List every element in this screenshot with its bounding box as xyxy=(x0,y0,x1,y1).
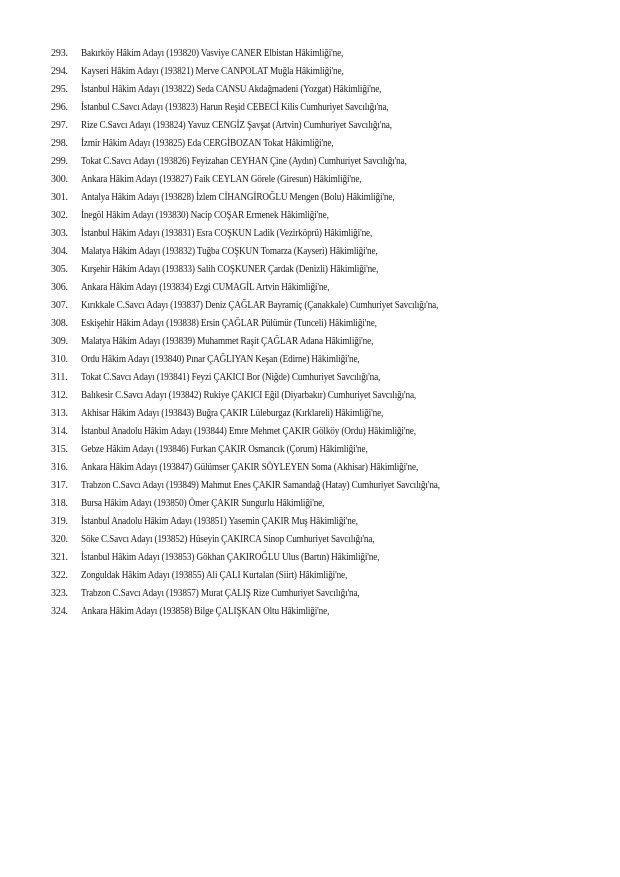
entry-text: İstanbul Hâkim Adayı (193822) Seda CANSU Akdağmadeni (Yozgat) Hâkimliği'ne, xyxy=(81,84,382,95)
entry-number: 312. xyxy=(51,390,68,401)
entry-number: 294. xyxy=(51,66,68,77)
list-item xyxy=(51,63,611,81)
entry-number: 300. xyxy=(51,174,68,185)
list-item xyxy=(51,279,611,297)
entry-text: İstanbul C.Savcı Adayı (193823) Harun Reşid CEBECİ Kilis Cumhuriyet Savcılığı'na, xyxy=(81,102,389,113)
entry-number: 311. xyxy=(51,372,68,383)
list-item xyxy=(51,81,611,99)
entry-text: Ordu Hâkim Adayı (193840) Pınar ÇAĞLIYAN Keşan (Edirne) Hâkimliği'ne, xyxy=(81,354,360,365)
list-item xyxy=(51,207,611,225)
list-item xyxy=(51,603,611,621)
entry-text: Gebze Hâkim Adayı (193846) Furkan ÇAKIR Osmancık (Çorum) Hâkimliği'ne, xyxy=(81,444,368,455)
entry-text: Zonguldak Hâkim Adayı (193855) Ali ÇALI Kurtalan (Siirt) Hâkimliği'ne, xyxy=(81,570,348,581)
list-item xyxy=(51,441,611,459)
entry-text: Trabzon C.Savcı Adayı (193857) Murat ÇALIŞ Rize Cumhuriyet Savcılığı'na, xyxy=(81,588,360,599)
entry-number: 310. xyxy=(51,354,68,365)
list-item xyxy=(51,405,611,423)
list-item xyxy=(51,153,611,171)
appointment-list xyxy=(51,45,611,621)
entry-text: Bursa Hâkim Adayı (193850) Ömer ÇAKIR Sungurlu Hâkimliği'ne, xyxy=(81,498,325,509)
entry-number: 306. xyxy=(51,282,68,293)
entry-text: İzmir Hâkim Adayı (193825) Eda CERGİBOZAN Tokat Hâkimliği'ne, xyxy=(81,138,334,149)
list-item xyxy=(51,423,611,441)
entry-number: 313. xyxy=(51,408,68,419)
entry-number: 320. xyxy=(51,534,68,545)
entry-text: Bakırköy Hâkim Adayı (193820) Vasviye CANER Elbistan Hâkimliği'ne, xyxy=(81,48,344,59)
entry-text: Tokat C.Savcı Adayı (193826) Feyizahan CEYHAN Çine (Aydın) Cumhuriyet Savcılığı'na, xyxy=(81,156,407,167)
entry-text: Kırşehir Hâkim Adayı (193833) Salih COŞKUNER Çardak (Denizli) Hâkimliği'ne, xyxy=(81,264,379,275)
entry-number: 297. xyxy=(51,120,68,131)
entry-text: Antalya Hâkim Adayı (193828) İzlem CİHANGİROĞLU Mengen (Bolu) Hâkimliği'ne, xyxy=(81,192,395,203)
list-item xyxy=(51,225,611,243)
entry-text: Söke C.Savcı Adayı (193852) Hüseyin ÇAKIRCA Sinop Cumhuriyet Savcılığı'na, xyxy=(81,534,375,545)
list-item xyxy=(51,549,611,567)
entry-number: 298. xyxy=(51,138,68,149)
list-item xyxy=(51,243,611,261)
list-item xyxy=(51,513,611,531)
list-item xyxy=(51,351,611,369)
entry-number: 307. xyxy=(51,300,68,311)
entry-text: Ankara Hâkim Adayı (193834) Ezgi CUMAGİL Artvin Hâkimliği'ne, xyxy=(81,282,330,293)
list-item xyxy=(51,477,611,495)
entry-number: 309. xyxy=(51,336,68,347)
entry-number: 318. xyxy=(51,498,68,509)
entry-number: 315. xyxy=(51,444,68,455)
list-item xyxy=(51,459,611,477)
entry-number: 322. xyxy=(51,570,68,581)
list-item xyxy=(51,567,611,585)
list-item xyxy=(51,333,611,351)
entry-number: 308. xyxy=(51,318,68,329)
entry-number: 302. xyxy=(51,210,68,221)
entry-number: 317. xyxy=(51,480,68,491)
entry-text: Ankara Hâkim Adayı (193847) Gülümser ÇAKIR SÖYLEYEN Soma (Akhisar) Hâkimliği'ne, xyxy=(81,462,419,473)
list-item xyxy=(51,387,611,405)
entry-number: 301. xyxy=(51,192,68,203)
list-item xyxy=(51,117,611,135)
list-item xyxy=(51,45,611,63)
list-item xyxy=(51,369,611,387)
entry-number: 295. xyxy=(51,84,68,95)
list-item xyxy=(51,171,611,189)
entry-number: 296. xyxy=(51,102,68,113)
entry-text: İnegöl Hâkim Adayı (193830) Nacip COŞAR Ermenek Hâkimliği'ne, xyxy=(81,210,329,221)
list-item xyxy=(51,99,611,117)
entry-number: 314. xyxy=(51,426,68,437)
list-item xyxy=(51,495,611,513)
entry-number: 323. xyxy=(51,588,68,599)
entry-number: 305. xyxy=(51,264,68,275)
entry-text: İstanbul Hâkim Adayı (193853) Gökhan ÇAKIROĞLU Ulus (Bartın) Hâkimliği'ne, xyxy=(81,552,380,563)
entry-number: 319. xyxy=(51,516,68,527)
entry-text: Ankara Hâkim Adayı (193858) Bilge ÇALIŞKAN Oltu Hâkimliği'ne, xyxy=(81,606,330,617)
list-item xyxy=(51,531,611,549)
entry-text: İstanbul Anadolu Hâkim Adayı (193851) Yasemin ÇAKIR Muş Hâkimliği'ne, xyxy=(81,516,358,527)
list-item xyxy=(51,189,611,207)
entry-number: 324. xyxy=(51,606,68,617)
list-item xyxy=(51,261,611,279)
entry-text: Ankara Hâkim Adayı (193827) Faik CEYLAN Görele (Giresun) Hâkimliği'ne, xyxy=(81,174,362,185)
entry-text: Malatya Hâkim Adayı (193839) Muhammet Raşit ÇAĞLAR Adana Hâkimliği'ne, xyxy=(81,336,374,347)
entry-number: 293. xyxy=(51,48,68,59)
list-item xyxy=(51,297,611,315)
entry-text: Kayseri Hâkim Adayı (193821) Merve CANPOLAT Muğla Hâkimliği'ne, xyxy=(81,66,344,77)
entry-text: Rize C.Savcı Adayı (193824) Yavuz CENGİZ Şavşat (Artvin) Cumhuriyet Savcılığı'na, xyxy=(81,120,392,131)
entry-text: Trabzon C.Savcı Adayı (193849) Mahmut Enes ÇAKIR Samandağ (Hatay) Cumhuriyet Savcılığı'na, xyxy=(81,480,440,491)
entry-number: 299. xyxy=(51,156,68,167)
entry-text: Eskişehir Hâkim Adayı (193838) Ersin ÇAĞLAR Pülümür (Tunceli) Hâkimliği'ne, xyxy=(81,318,377,329)
list-item xyxy=(51,585,611,603)
entry-text: İstanbul Hâkim Adayı (193831) Esra COŞKUN Ladik (Vezirköprü) Hâkimliği'ne, xyxy=(81,228,373,239)
entry-text: Malatya Hâkim Adayı (193832) Tuğba COŞKUN Tomarza (Kayseri) Hâkimliği'ne, xyxy=(81,246,378,257)
entry-text: Kırıkkale C.Savcı Adayı (193837) Deniz ÇAĞLAR Bayramiç (Çanakkale) Cumhuriyet Savcılığı'na, xyxy=(81,300,439,311)
list-item xyxy=(51,135,611,153)
entry-text: İstanbul Anadolu Hâkim Adayı (193844) Emre Mehmet ÇAKIR Gölköy (Ordu) Hâkimliği'ne, xyxy=(81,426,416,437)
entry-text: Akhisar Hâkim Adayı (193843) Buğra ÇAKIR Lüleburgaz (Kırklareli) Hâkimliği'ne, xyxy=(81,408,384,419)
list-item xyxy=(51,315,611,333)
entry-number: 304. xyxy=(51,246,68,257)
entry-number: 321. xyxy=(51,552,68,563)
entry-number: 316. xyxy=(51,462,68,473)
entry-number: 303. xyxy=(51,228,68,239)
entry-text: Tokat C.Savcı Adayı (193841) Feyzi ÇAKICI Bor (Niğde) Cumhuriyet Savcılığı'na, xyxy=(81,372,381,383)
entry-text: Balıkesir C.Savcı Adayı (193842) Rukiye ÇAKICI Eğil (Diyarbakır) Cumhuriyet Savcılığı'na, xyxy=(81,390,417,401)
